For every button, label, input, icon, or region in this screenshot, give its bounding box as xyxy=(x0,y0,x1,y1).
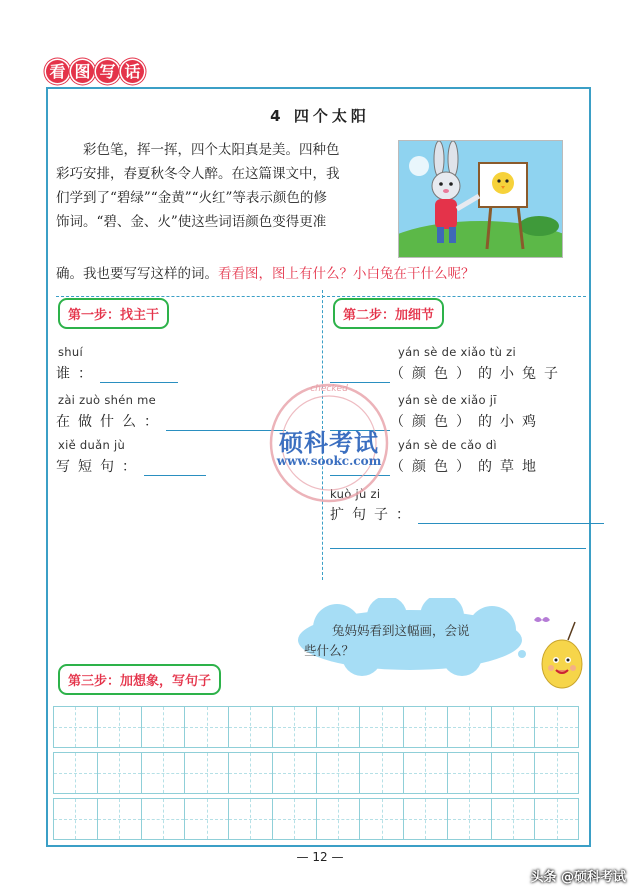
rabbit-painting-illustration xyxy=(398,140,563,258)
badge-char: 写 xyxy=(96,60,119,83)
step1-label: 第一步：找主干 xyxy=(58,298,169,329)
answer-blank-short-sentence[interactable] xyxy=(144,461,206,476)
step1-pinyin-doing: zài zuò shén me xyxy=(58,393,157,407)
egg-mascot xyxy=(520,612,590,692)
checked-stamp xyxy=(264,378,394,508)
answer-blank-who[interactable] xyxy=(100,368,178,383)
step2-label: 第二步：加细节 xyxy=(333,298,444,329)
step1-pinyin-short: xiě duǎn jù xyxy=(58,438,126,452)
speech-cloud xyxy=(292,598,528,678)
intro-line: 们学到了“碧绿”“金黄”“火红”等表示颜色的修 xyxy=(56,190,327,206)
intro-paragraph xyxy=(56,138,376,234)
answer-blank-expand-line2[interactable] xyxy=(330,534,586,549)
stamp-url: www.sookc.com xyxy=(276,454,382,468)
lesson-title: 4 四个太阳 xyxy=(270,107,370,125)
page-number: — 12 — xyxy=(296,850,344,864)
step1-hanzi-short: 写短句： xyxy=(56,459,144,475)
cloud-text-line1: 兔妈妈看到这幅画，会说 xyxy=(332,623,470,638)
step2-hanzi-grass: （颜色）的草地 xyxy=(390,459,544,475)
intro-last-line xyxy=(56,262,475,286)
writing-grid-row[interactable] xyxy=(53,752,579,794)
stamp-title: 硕科考试 xyxy=(279,429,379,457)
badge-char: 图 xyxy=(71,60,94,83)
step1-hanzi-doing: 在做什么： xyxy=(56,414,166,430)
step1-hanzi-who: 谁： xyxy=(56,366,100,382)
step2-hanzi-expand: 扩句子： xyxy=(330,507,418,523)
step1-row-short xyxy=(56,456,206,476)
intro-line: 彩巧安排，春夏秋冬令人醉。在这篇课文中，我 xyxy=(56,166,340,182)
stamp-ring-text: checked xyxy=(310,384,348,394)
intro-line: 饰词。“碧、金、火”使这些词语颜色变得更准 xyxy=(56,214,327,230)
step2-hanzi-rabbit: （颜色）的小兔子 xyxy=(390,366,566,382)
step1-row-who xyxy=(56,363,178,383)
badge-char: 看 xyxy=(46,60,69,83)
illustration-svg xyxy=(399,141,563,258)
intro-last-black: 确。我也要写写这样的词。 xyxy=(56,266,218,282)
intro-question: 看看图，图上有什么？小白兔在干什么呢？ xyxy=(218,266,475,282)
writing-grid-row[interactable] xyxy=(53,706,579,748)
answer-blank-expand-line1[interactable] xyxy=(418,509,604,524)
cloud-text-line2: 些什么？ xyxy=(304,643,355,658)
section-badge xyxy=(46,60,144,83)
step2-pinyin-expand: kuò jù zi xyxy=(330,487,381,501)
source-watermark: 头条 @硕科考试 xyxy=(530,870,626,885)
intro-line: 彩色笔，挥一挥，四个太阳真是美。四种色 xyxy=(83,142,340,158)
step2-pinyin-grass: yán sè de cǎo dì xyxy=(398,438,497,452)
step2-hanzi-chick: （颜色）的小鸡 xyxy=(390,414,544,430)
badge-char: 话 xyxy=(121,60,144,83)
step1-pinyin-who: shuí xyxy=(58,345,83,359)
step2-pinyin-rabbit: yán sè de xiǎo tù zi xyxy=(398,345,516,359)
step3-label: 第三步：加想象，写句子 xyxy=(58,664,221,695)
section-divider-horizontal xyxy=(56,296,586,297)
step2-pinyin-chick: yán sè de xiǎo jī xyxy=(398,393,497,407)
egg-mascot-svg xyxy=(520,612,590,692)
step1-row-doing xyxy=(56,411,286,431)
writing-grid-row[interactable] xyxy=(53,798,579,840)
